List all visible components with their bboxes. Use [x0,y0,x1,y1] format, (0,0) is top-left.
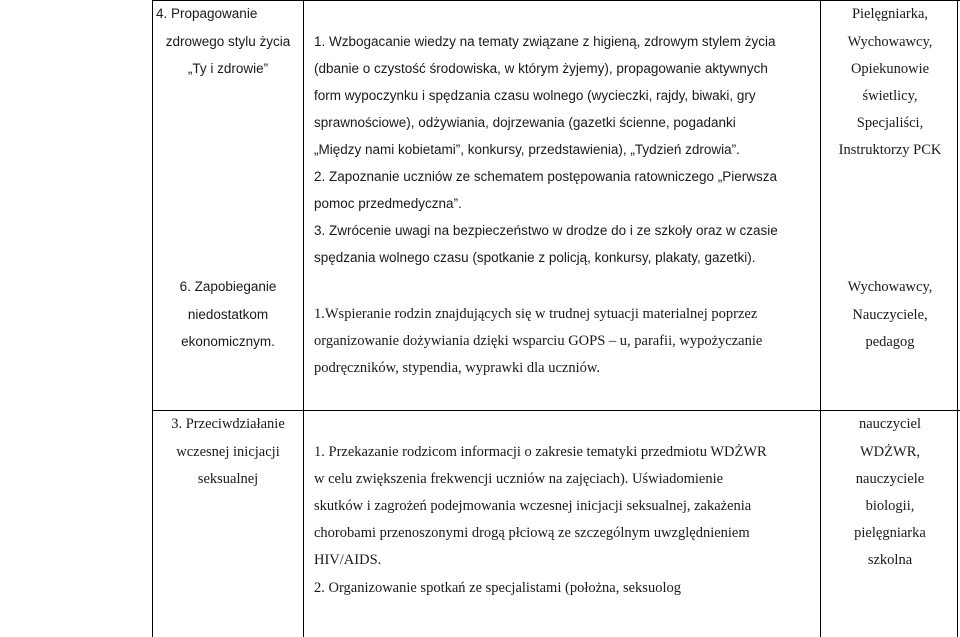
task-line: 2. Zapoznanie uczniów ze schematem postępowania ratowniczego „Pierwsza [314,169,777,184]
task-line: sprawnościowe), odżywiania, dojrzewania (gazetki ścienne, pogadanki [314,115,736,130]
area-line: „Ty i zdrowie” [187,61,269,76]
task-line: skutków i zagrożeń podejmowania wczesnej inicjacji seksualnej, zakażenia [314,498,752,514]
area-line: 4. Propagowanie [156,6,258,21]
task-line: 3. Zwrócenie uwagi na bezpieczeństwo w drodze do i ze szkoły oraz w czasie [314,223,778,238]
area-line: zdrowego stylu życia [165,34,291,49]
responsible-line: pedagog [865,334,915,350]
responsible-line: Opiekunowie [850,61,930,77]
tasks-cell [314,411,819,637]
table-column-divider [303,0,304,637]
responsible-line: Wychowawcy, [847,34,933,50]
tasks-cell [314,300,819,390]
responsible-line: pielęgniarka [854,525,926,541]
responsible-cell [822,275,958,365]
task-line: organizowanie dożywiania dzięki wsparciu GOPS – u, parafii, wypożyczanie [314,333,763,349]
area-line: 6. Zapobieganie [179,279,277,294]
area-cell [154,0,302,95]
area-line: 3. Przeciwdziałanie [171,416,285,432]
responsible-line: Wychowawcy, [847,279,933,295]
responsible-cell [822,411,958,581]
area-line: niedostatkom [187,307,269,322]
task-line: 1. Przekazanie rodzicom informacji o zakresie tematyki przedmiotu WDŻWR [314,444,767,460]
area-cell [154,411,302,501]
responsible-line: nauczyciele [855,471,925,487]
area-line: wczesnej inicjacji [176,444,280,460]
responsible-line: WDŻWR, [860,444,920,460]
responsible-line: nauczyciel [859,416,921,432]
task-line: form wypoczynku i spędzania czasu wolnego (wycieczki, rajdy, biwaki, gry [314,88,756,103]
task-line: 2. Organizowanie spotkań ze specjalistami (położna, seksuolog [314,580,681,596]
responsible-line: biologii, [865,498,915,514]
responsible-line: świetlicy, [862,88,918,104]
task-line: „Między nami kobietami”, konkursy, przedstawienia), „Tydzień zdrowia”. [314,142,740,157]
tasks-cell [314,0,819,280]
task-line: 1.Wspieranie rodzin znajdujących się w trudnej sytuacji materialnej poprzez [314,306,758,322]
area-cell [154,275,302,365]
area-line: seksualnej [197,471,259,487]
task-line: HIV/AIDS. [314,552,382,568]
responsible-line: szkolna [867,552,913,568]
responsible-cell [822,0,958,170]
task-line: 1. Wzbogacanie wiedzy na tematy związane z higieną, zdrowym stylem życia [314,34,776,49]
task-line: pomoc przedmedyczna”. [314,196,462,211]
task-line: (dbanie o czystość środowiska, w którym żyjemy), propagowanie aktywnych [314,61,768,76]
table-column-divider [820,0,821,637]
area-line: ekonomicznym. [181,334,275,349]
responsible-line: Instruktorzy PCK [838,142,942,158]
table-column-divider [152,0,153,637]
responsible-line: Specjaliści, [856,115,924,131]
task-line: spędzania wolnego czasu (spotkanie z policją, konkursy, plakaty, gazetki). [314,250,756,265]
responsible-line: Pielęgniarka, [851,6,929,22]
task-line: chorobami przenoszonymi drogą płciową ze szczególnym uwzględnieniem [314,525,750,541]
task-line: podręczników, stypendia, wyprawki dla uczniów. [314,360,601,376]
responsible-line: Nauczyciele, [852,307,928,323]
task-line: w celu zwiększenia frekwencji uczniów na zajęciach). Uświadomienie [314,471,724,487]
